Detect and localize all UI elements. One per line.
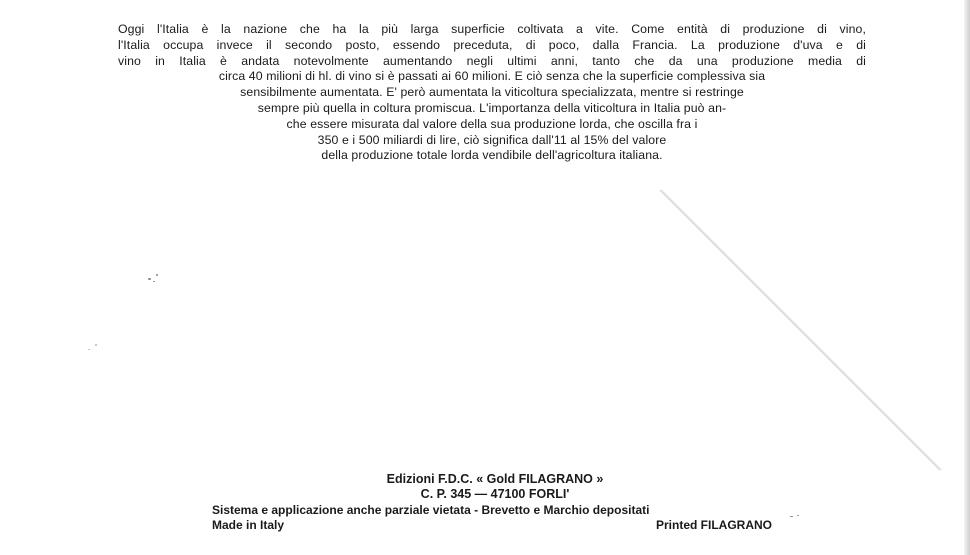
- paragraph-line-1: Oggi l'Italia è la nazione che ha la più larga superficie coltivata a vite. Come entità di produzione di vino,: [118, 22, 866, 36]
- paragraph-line-2: l'Italia occupa invece il secondo posto, essendo preceduta, di poco, dalla Francia. La produzione d'uva e di: [118, 37, 866, 52]
- paragraph-line-9: della produzione totale lorda vendibile dell'agricoltura italiana.: [321, 148, 663, 163]
- paragraph-line-8: 350 e i 500 miliardi di lire, ciò significa dall'11 al 15% del valore: [317, 132, 667, 147]
- publisher-block: [0, 472, 970, 502]
- publisher-address: C. P. 345 — 47100 FORLI': [420, 487, 570, 501]
- imprint-row: [212, 518, 772, 532]
- publisher-name: Edizioni F.D.C. « Gold FILAGRANO »: [386, 472, 604, 486]
- copyright-notice: Sistema e applicazione anche parziale vietata - Brevetto e Marchio depositati: [212, 503, 650, 517]
- printer-label: Printed FILAGRANO: [656, 518, 772, 532]
- paragraph-line-6: sempre più quella in coltura promiscua. L'importanza della viticoltura in Italia può an-: [257, 100, 727, 115]
- paragraph-line-5: sensibilmente aumentata. E' però aumentata la viticoltura specializzata, mentre si restringe: [240, 85, 744, 100]
- wine-description-paragraph: [118, 22, 866, 164]
- paragraph-line-7: che essere misurata dal valore della sua produzione lorda, che oscilla fra i: [286, 116, 698, 131]
- paragraph-line-4: circa 40 milioni di hl. di vino si è passati ai 60 milioni. E ciò senza che la superficie complessiva sia: [218, 69, 766, 84]
- origin-label: Made in Italy: [212, 518, 285, 532]
- paragraph-line-3: vino in Italia è andata notevolmente aumentando negli ultimi anni, tanto che da una produzione media di: [118, 53, 866, 68]
